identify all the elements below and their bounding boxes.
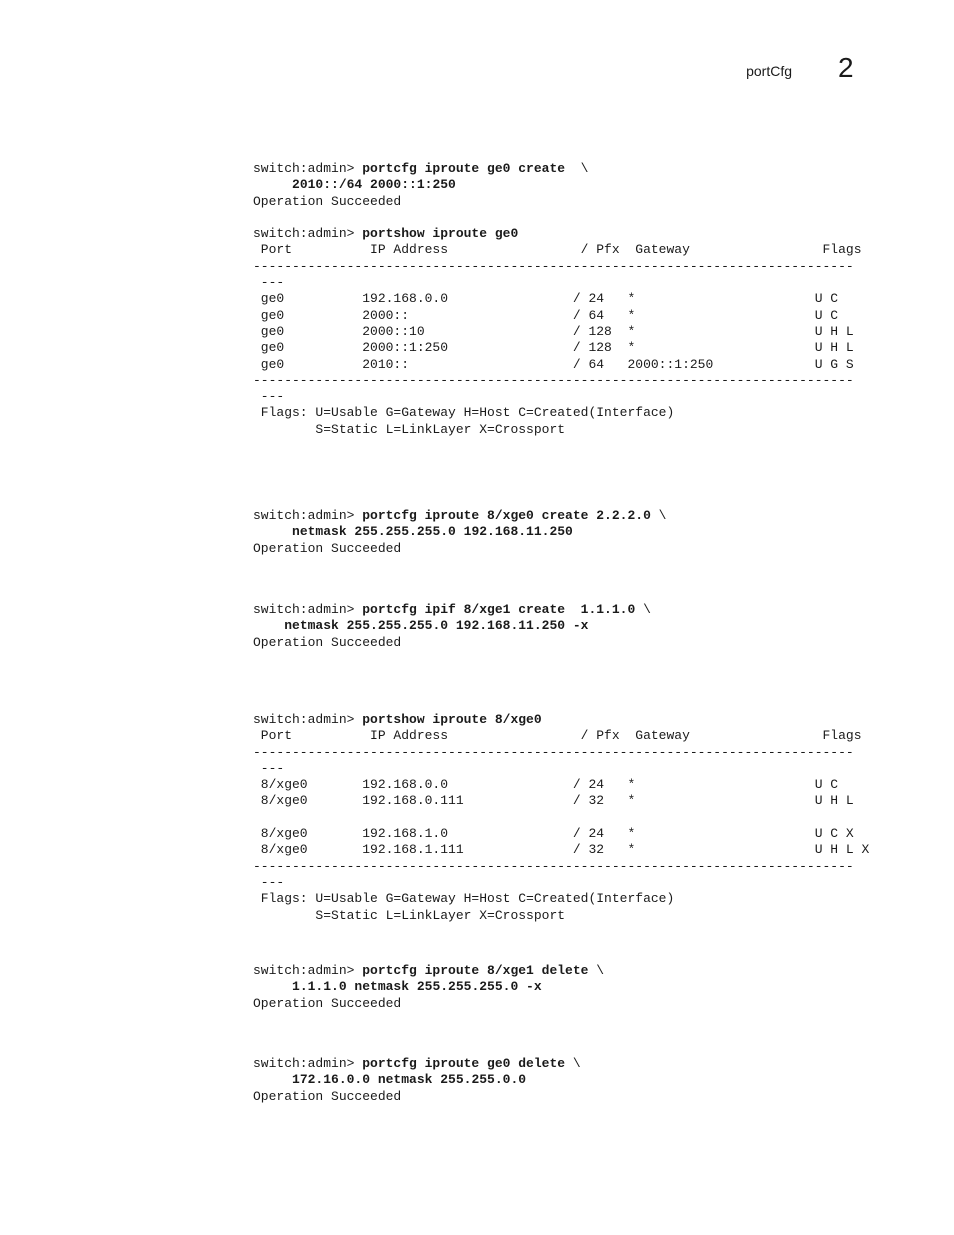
- line-continuation: \: [565, 1056, 581, 1071]
- output-text: ge0 2000:: / 64 * U C: [253, 307, 839, 323]
- shell-prompt: [253, 618, 284, 633]
- line-continuation: \: [588, 963, 605, 978]
- code-line: [253, 422, 862, 438]
- code-line: [253, 793, 869, 809]
- code-line: [253, 161, 862, 177]
- shell-prompt: switch:admin>: [253, 226, 363, 242]
- command-text: portcfg iproute ge0 create: [362, 161, 566, 176]
- code-line: [253, 324, 862, 340]
- code-line: [253, 842, 869, 858]
- output-text: Port IP Address / Pfx Gateway Flags: [253, 242, 862, 258]
- code-line: [253, 761, 869, 777]
- shell-prompt: switch:admin>: [253, 712, 363, 727]
- command-text: portcfg iproute 8/xge1 delete: [362, 963, 589, 978]
- shell-prompt: [253, 979, 292, 994]
- code-line: [253, 389, 862, 405]
- code-line: [253, 891, 869, 907]
- code-line: [253, 226, 862, 242]
- output-text: ---: [253, 760, 285, 776]
- output-text: Port IP Address / Pfx Gateway Flags: [253, 728, 862, 744]
- output-text: 8/xge0 192.168.0.111 / 32 * U H L: [253, 793, 854, 809]
- code-line: [253, 602, 651, 618]
- code-line: [253, 1072, 581, 1088]
- code-block-create-iproute-8-xge0: [253, 508, 666, 557]
- code-line: [253, 963, 604, 979]
- code-line: [253, 618, 651, 634]
- output-text: ge0 192.168.0.0 / 24 * U C: [253, 291, 839, 307]
- output-text: ge0 2000::1:250 / 128 * U H L: [253, 340, 854, 356]
- output-text: -----------------------------------------------------------------------------: [253, 744, 854, 760]
- command-text: 1.1.1.0 netmask 255.255.255.0 -x: [292, 979, 542, 995]
- code-block-create-iproute-ge0: [253, 161, 862, 438]
- code-line: [253, 635, 651, 651]
- output-text: ---: [253, 275, 285, 291]
- code-line: [253, 810, 869, 826]
- command-text: netmask 255.255.255.0 192.168.11.250: [292, 524, 573, 540]
- output-text: 8/xge0 192.168.1.0 / 24 * U C X: [253, 826, 854, 842]
- output-text: Flags: U=Usable G=Gateway H=Host C=Created(Interface): [253, 891, 675, 907]
- output-text: ge0 2000::10 / 128 * U H L: [253, 323, 854, 339]
- output-text: Operation Succeeded: [253, 995, 402, 1011]
- shell-prompt: [253, 177, 292, 192]
- output-text: Operation Succeeded: [253, 193, 402, 209]
- shell-prompt: switch:admin>: [253, 508, 363, 523]
- shell-prompt: switch:admin>: [253, 161, 363, 176]
- output-text: Operation Succeeded: [253, 1088, 402, 1104]
- output-text: S=Static L=LinkLayer X=Crossport: [253, 907, 566, 923]
- shell-prompt: [253, 524, 292, 539]
- command-text: 172.16.0.0 netmask 255.255.0.0: [292, 1072, 527, 1088]
- command-text: portcfg ipif 8/xge1 create 1.1.1.0: [362, 602, 636, 617]
- code-line: [253, 859, 869, 875]
- output-text: Operation Succeeded: [253, 540, 402, 556]
- output-text: ge0 2010:: / 64 2000::1:250 U G S: [253, 356, 854, 372]
- output-text: -----------------------------------------------------------------------------: [253, 858, 854, 874]
- shell-prompt: switch:admin>: [253, 602, 363, 617]
- code-line: [253, 405, 862, 421]
- command-text: 2010::/64 2000::1:250: [292, 177, 456, 193]
- code-block-delete-iproute-ge0: [253, 1056, 581, 1105]
- code-line: [253, 979, 604, 995]
- code-line: [253, 1056, 581, 1072]
- output-text: ---: [253, 389, 285, 405]
- command-text: portshow iproute ge0: [362, 226, 519, 242]
- command-text: portshow iproute 8/xge0: [362, 712, 542, 727]
- code-line: [253, 340, 862, 356]
- section-title: portCfg: [746, 63, 792, 79]
- output-text: ---: [253, 874, 285, 890]
- line-continuation: \: [635, 602, 651, 617]
- code-line: [253, 1089, 581, 1105]
- code-line: [253, 242, 862, 258]
- code-line: [253, 177, 862, 193]
- code-line: [253, 541, 666, 557]
- code-line: [253, 291, 862, 307]
- shell-prompt: [253, 1072, 292, 1087]
- output-text: -----------------------------------------------------------------------------: [253, 372, 854, 388]
- output-text: -----------------------------------------------------------------------------: [253, 258, 854, 274]
- output-text: 8/xge0 192.168.0.0 / 24 * U C: [253, 777, 839, 793]
- output-text: Operation Succeeded: [253, 634, 402, 650]
- output-text: S=Static L=LinkLayer X=Crossport: [253, 421, 566, 437]
- shell-prompt: switch:admin>: [253, 963, 363, 978]
- output-text: Flags: U=Usable G=Gateway H=Host C=Created(Interface): [253, 405, 675, 421]
- code-line: [253, 524, 666, 540]
- code-line: [253, 210, 862, 226]
- code-line: [253, 275, 862, 291]
- code-line: [253, 826, 869, 842]
- code-line: [253, 908, 869, 924]
- code-line: [253, 728, 869, 744]
- code-line: [253, 712, 869, 728]
- code-line: [253, 875, 869, 891]
- output-text: 8/xge0 192.168.1.111 / 32 * U H L X: [253, 842, 870, 858]
- code-line: [253, 777, 869, 793]
- code-block-delete-iproute-8-xge1: [253, 963, 604, 1012]
- line-continuation: \: [650, 508, 667, 523]
- code-line: [253, 508, 666, 524]
- code-line: [253, 308, 862, 324]
- code-line: [253, 745, 869, 761]
- chapter-number: 2: [838, 52, 854, 83]
- code-line: [253, 259, 862, 275]
- code-line: [253, 373, 862, 389]
- code-line: [253, 357, 862, 373]
- command-text: netmask 255.255.255.0 192.168.11.250 -x: [284, 618, 589, 634]
- code-block-portshow-8-xge0: [253, 712, 869, 924]
- code-block-create-ipif-8-xge1: [253, 602, 651, 651]
- code-line: [253, 194, 862, 210]
- command-text: portcfg iproute 8/xge0 create 2.2.2.0: [362, 508, 651, 523]
- shell-prompt: switch:admin>: [253, 1056, 363, 1071]
- command-text: portcfg iproute ge0 delete: [362, 1056, 566, 1071]
- code-line: [253, 996, 604, 1012]
- line-continuation: \: [565, 161, 589, 176]
